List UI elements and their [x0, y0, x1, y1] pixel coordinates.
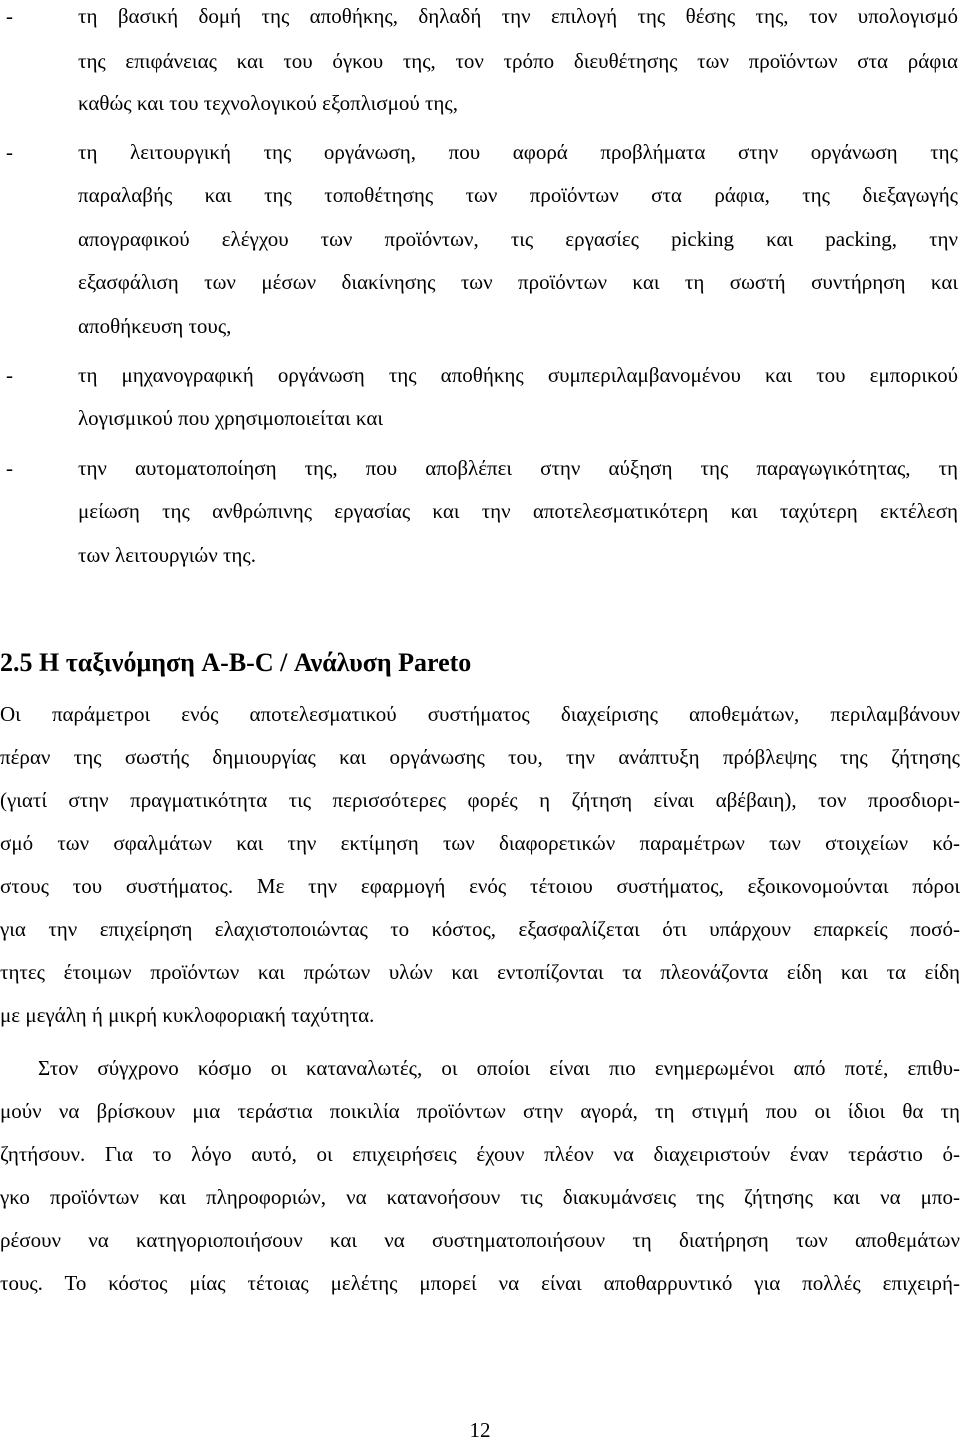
bullet-line: την αυτοματοποίηση της, που αποβλέπει στην αύξηση της παραγωγικότητας, τη [78, 456, 958, 480]
paragraph-line: γκο προϊόντων και πληροφοριών, να κατανοήσουν τις διακυμάνσεις της ζήτησης και να μπο- [0, 1185, 960, 1209]
bullet-dash: - [6, 456, 13, 480]
paragraph-line: για την επιχείρηση ελαχιστοποιώντας το κόστος, εξασφαλίζεται ότι υπάρχουν επαρκείς ποσό- [0, 917, 960, 941]
bullet-dash: - [6, 4, 13, 28]
paragraph-line: Στον σύγχρονο κόσμο οι καταναλωτές, οι οποίοι είναι πιο ενημερωμένοι από ποτέ, επιθυ- [38, 1056, 960, 1080]
paragraph-line: μούν να βρίσκουν μια τεράστια ποικιλία προϊόντων στην αγορά, τη στιγμή που οι ίδιοι θα τη [0, 1099, 960, 1123]
bullet-line: αποθήκευση τους, [78, 314, 232, 338]
paragraph-line: στους του συστήματος. Με την εφαρμογή ενός τέτοιου συστήματος, εξοικονομούνται πόροι [0, 874, 960, 898]
paragraph-line: πέραν της σωστής δημιουργίας και οργάνωσης του, την ανάπτυξη πρόβλεψης της ζήτησης [0, 745, 960, 769]
page-number: 12 [469, 1418, 491, 1442]
bullet-line: τη λειτουργική της οργάνωση, που αφορά προβλήματα στην οργάνωση της [78, 140, 958, 164]
paragraph-line: ρέσουν να κατηγοριοποιήσουν και να συστηματοποιήσουν τη διατήρηση των αποθεμάτων [0, 1228, 960, 1252]
bullet-dash: - [6, 140, 13, 164]
paragraph-line: σμό των σφαλμάτων και την εκτίμηση των διαφορετικών παραμέτρων των στοιχείων κό- [0, 831, 960, 855]
bullet-line: τη βασική δομή της αποθήκης, δηλαδή την επιλογή της θέσης της, τον υπολογισμό [78, 4, 958, 28]
section-heading: 2.5 Η ταξινόμηση A-B-C / Ανάλυση Pareto [0, 648, 472, 677]
bullet-line: καθώς και του τεχνολογικού εξοπλισμού της, [78, 91, 458, 115]
bullet-line: των λειτουργιών της. [78, 543, 256, 567]
bullet-line: τη μηχανογραφική οργάνωση της αποθήκης συμπεριλαμβανομένου και του εμπορικού [78, 363, 958, 387]
bullet-line: της επιφάνειας και του όγκου της, τον τρόπο διευθέτησης των προϊόντων στα ράφια [78, 49, 958, 73]
bullet-dash: - [6, 363, 13, 387]
bullet-line: απογραφικού ελέγχου των προϊόντων, τις εργασίες picking και packing, την [78, 227, 958, 251]
paragraph-line: τους. Το κόστος μίας τέτοιας μελέτης μπορεί να είναι αποθαρρυντικό για πολλές επιχειρή- [0, 1271, 960, 1295]
bullet-line: εξασφάλιση των μέσων διακίνησης των προϊόντων και τη σωστή συντήρηση και [78, 270, 958, 294]
bullet-line: λογισμικού που χρησιμοποιείται και [78, 406, 383, 430]
paragraph-line: (γιατί στην πραγματικότητα τις περισσότερες φορές η ζήτηση είναι αβέβαιη), τον προσδιορι- [0, 788, 960, 812]
paragraph-line: με μεγάλη ή μικρή κυκλοφοριακή ταχύτητα. [0, 1003, 375, 1027]
paragraph-line: ζητήσουν. Για το λόγο αυτό, οι επιχειρήσεις έχουν πλέον να διαχειριστούν έναν τεράστιο ό- [0, 1142, 960, 1166]
bullet-line: παραλαβής και της τοποθέτησης των προϊόντων στα ράφια, της διεξαγωγής [78, 183, 958, 207]
paragraph-line: Οι παράμετροι ενός αποτελεσματικού συστήματος διαχείρισης αποθεμάτων, περιλαμβάνουν [0, 702, 960, 726]
paragraph-line: τητες έτοιμων προϊόντων και πρώτων υλών και εντοπίζονται τα πλεονάζοντα είδη και τα είδη [0, 960, 960, 984]
bullet-line: μείωση της ανθρώπινης εργασίας και την αποτελεσματικότερη και ταχύτερη εκτέλεση [78, 499, 958, 523]
